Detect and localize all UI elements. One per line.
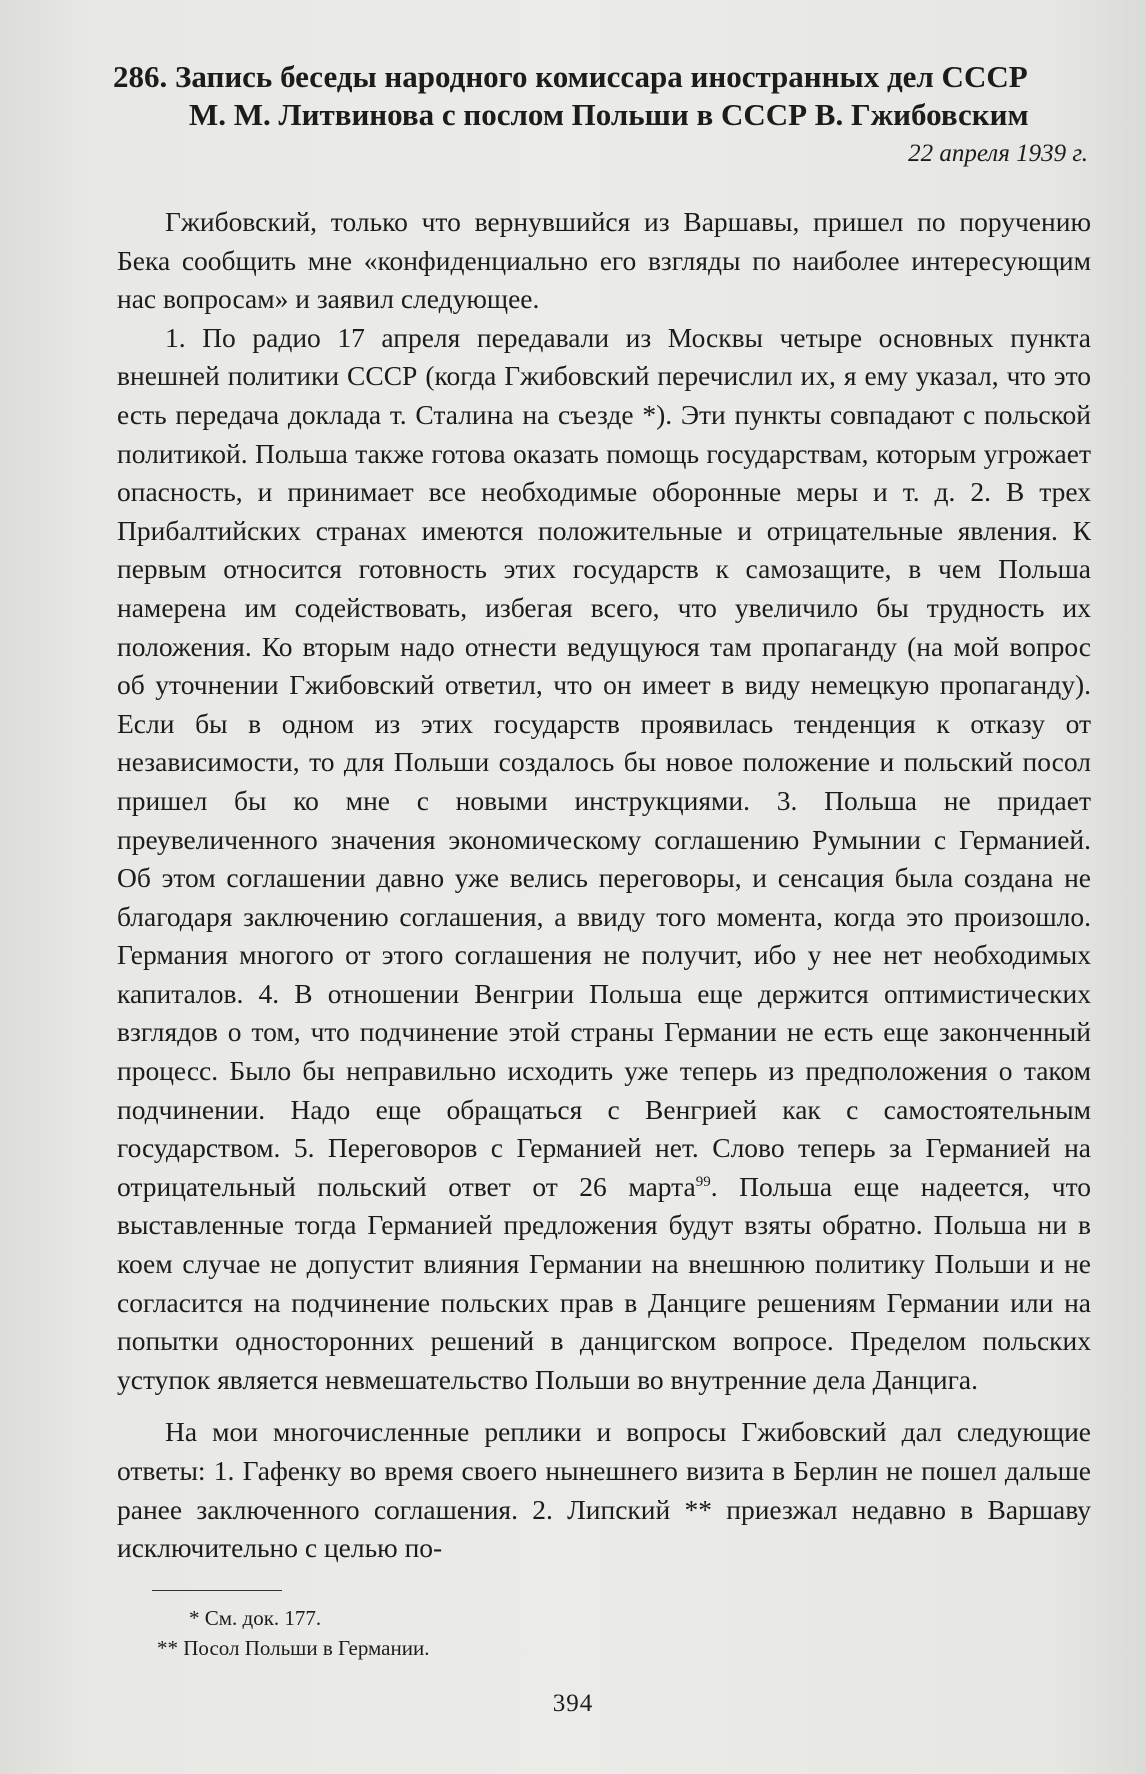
footnote-2: ** Посол Польши в Германии. (157, 1636, 430, 1660)
footnote-1: * См. док. 177. (189, 1606, 322, 1630)
document-title (113, 58, 1093, 134)
document-body (117, 203, 1091, 1568)
paragraph-points-part-b: . Польша еще надеется, что выставленные тогда Германией предложения будут взяты обратно. Польша ни в коем случае не допустит влияния Германии на внешнюю политику Польши и не согласится на подчинение польских прав в Данциге решениям Германии или на попытки односторонних решений в данцигском вопросе. Пределом польских уступок является невмешательство Польши во внутренние дела Данцига. (117, 1170, 1091, 1395)
paragraph-answers: На мои многочисленные реплики и вопросы Гжибовский дал следующие ответы: 1. Гафенку во время своего нынешнего визита в Берлин не пошел дальше ранее заключенного соглашения. 2. Липский ** приезжал недавно в Варшаву исключительно с целью по- (117, 1416, 1091, 1564)
title-line-1: 286. Запись беседы народного комиссара иностранных дел СССР (113, 59, 1028, 94)
paragraph-intro: Гжибовский, только что вернувшийся из Варшавы, пришел по поручению Бека сообщить мне «конфиденциально его взгляды по наиболее интересующим нас вопросам» и заявил следующее. (117, 206, 1091, 315)
footnotes (157, 1603, 429, 1663)
title-line-2: М. М. Литвинова с послом Польши в СССР В. Гжибовским (189, 97, 1029, 132)
page-number: 394 (552, 1690, 594, 1717)
footnote-divider (152, 1590, 282, 1591)
footnote-reference-99: 99 (695, 1173, 711, 1190)
paragraph-points (117, 319, 1091, 1400)
paragraph-points-part-a: 1. По радио 17 апреля передавали из Москвы четыре основных пункта внешней политики СССР (когда Гжибовский перечислил их, я ему указал, что это есть передача доклада т. Сталина на съезде *). Эти пункты совпадают с польской политикой. Польша также готова оказать помощь государствам, которым угрожает опасность, и принимает все необходимые оборонные меры и т. д. 2. В трех Прибалтийских странах имеются положительные и отрицательные явления. К первым относится готовность этих государств к самозащите, в чем Польша намерена им содействовать, избегая всего, что увеличило бы трудность их положения. Ко вторым надо отнести ведущуюся там пропаганду (на мой вопрос об уточнении Гжибовский ответил, что он имеет в виду немецкую пропаганду). Если бы в одном из этих государств проявилась тенденция к отказу от независимости, то для Польши создалось бы новое положение и польский посол пришел бы ко мне с новыми инструкциями. 3. Польша не придает преувеличенного значения экономическому соглашению Румынии с Германией. Об этом соглашении давно уже велись переговоры, и сенсация была создана не благодаря заключению соглашения, а ввиду того момента, когда это произошло. Германия многого от этого соглашения не получит, ибо у нее нет необходимых капиталов. 4. В отношении Венгрии Польша еще держится оптимистических взглядов о том, что подчинение этой страны Германии не есть еще законченный процесс. Было бы неправильно исходить уже теперь из предположения о таком подчинении. Надо еще обращаться с Венгрией как с самостоятельным государством. 5. Переговоров с Германией нет. Слово теперь за Германией на отрицательный польский ответ от 26 марта (117, 321, 1091, 1202)
document-date: 22 апреля 1939 г. (908, 140, 1088, 167)
